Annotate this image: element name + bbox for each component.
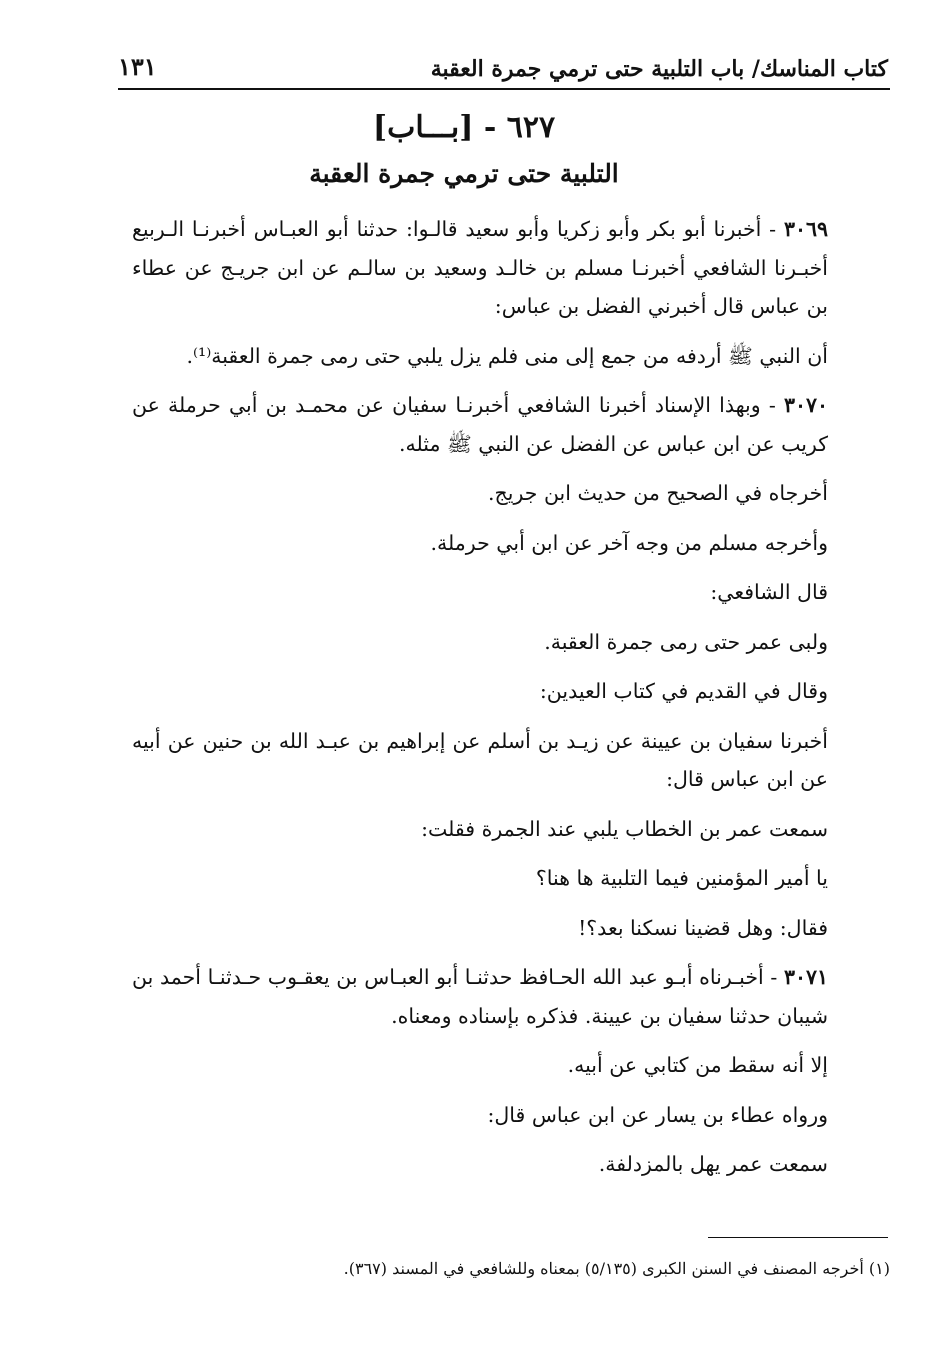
hadith-number: ٣٠٧٠ <box>783 393 828 417</box>
paragraph-text: ولبى عمر حتى رمى جمرة العقبة. <box>544 629 828 654</box>
paragraph-text: سمعت عمر يهل بالمزدلفة. <box>598 1152 828 1176</box>
chapter-title: ٦٢٧ - [بـــاب] <box>372 110 556 145</box>
footnote-rule <box>708 1237 888 1238</box>
page-number: ١٣١ <box>118 52 157 82</box>
paragraph <box>132 210 828 326</box>
paragraph-text: ورواه عطاء بن يسار عن ابن عباس قال: <box>487 1102 828 1127</box>
paragraph <box>132 474 828 513</box>
paragraph <box>132 337 828 376</box>
paragraph-text: - أخبـرناه أبـو عبد الله الحـافظ حدثنـا أبو العبـاس بن يعقـوب حـدثنـا أحمد بن شيبان حدثنا سفيان بن عيينة. فذكره بإسناده ومعناه. <box>132 965 828 1028</box>
hadith-number: ٣٠٧١ <box>783 965 828 989</box>
paragraph-text: أن النبي ﷺ أردفه من جمع إلى منى فلم يزل يلبي حتى رمى جمرة العقبة⁽¹⁾. <box>186 343 828 368</box>
paragraph <box>132 386 828 463</box>
header-rule <box>118 88 890 90</box>
paragraph <box>132 958 828 1035</box>
paragraph <box>132 1145 828 1184</box>
paragraph-text: قال الشافعي: <box>710 580 828 604</box>
paragraph <box>132 524 828 563</box>
paragraph-text: أخرجاه في الصحيح من حديث ابن جريج. <box>488 481 828 505</box>
hadith-number: ٣٠٦٩ <box>783 217 828 241</box>
paragraph <box>132 722 828 799</box>
footnote: (١) أخرجه المصنف في السنن الكبرى (٥/١٣٥) بمعناه وللشافعي في المسند (٣٦٧). <box>343 1259 890 1278</box>
paragraph <box>132 1046 828 1085</box>
paragraph-text: إلا أنه سقط من كتابي عن أبيه. <box>567 1053 828 1077</box>
paragraph-text: وأخرجه مسلم من وجه آخر عن ابن أبي حرملة. <box>430 530 828 555</box>
paragraph <box>132 859 828 898</box>
paragraph-text: سمعت عمر بن الخطاب يلبي عند الجمرة فقلت: <box>421 816 828 841</box>
chapter-subtitle: التلبية حتى ترمي جمرة العقبة <box>309 159 619 188</box>
paragraph <box>132 1096 828 1135</box>
paragraph <box>132 810 828 849</box>
paragraph-text: أخبرنا سفيان بن عيينة عن زيـد بن أسلم عن إبراهيم بن عبـد الله بن حنين عن أبيه عن ابن عباس قال: <box>132 728 828 791</box>
paragraph <box>132 909 828 948</box>
paragraph <box>132 573 828 612</box>
page-header <box>118 40 888 88</box>
body-text <box>132 210 828 1195</box>
paragraph-text: فقال: وهل قضينا نسكنا بعد؟! <box>578 915 828 940</box>
paragraph <box>132 672 828 711</box>
paragraph-text: وقال في القديم في كتاب العيدين: <box>539 679 828 703</box>
paragraph-text: - أخبرنا أبو بكر وأبو زكريا وأبو سعيد قالـوا: حدثنا أبو العبـاس أخبرنـا الـربيع أخبـرنا الشافعي أخبرنـا مسلم بن خالـد وسعيد بن سالـم عن ابن جريـج عن عطاء بن عباس قال أخبرني الفضل بن عباس: <box>132 217 828 318</box>
paragraph <box>132 623 828 662</box>
paragraph-text: - وبهذا الإسناد أخبرنا الشافعي أخبرنـا سفيان عن محمـد بن أبي حرملة عن كريب عن ابن عباس عن الفضل عن النبي ﷺ مثله. <box>132 393 828 456</box>
running-title: كتاب المناسك/ باب التلبية حتى ترمي جمرة العقبة <box>430 55 888 82</box>
paragraph-text: يا أمير المؤمنين فيما التلبية ها هنا؟ <box>535 866 828 890</box>
